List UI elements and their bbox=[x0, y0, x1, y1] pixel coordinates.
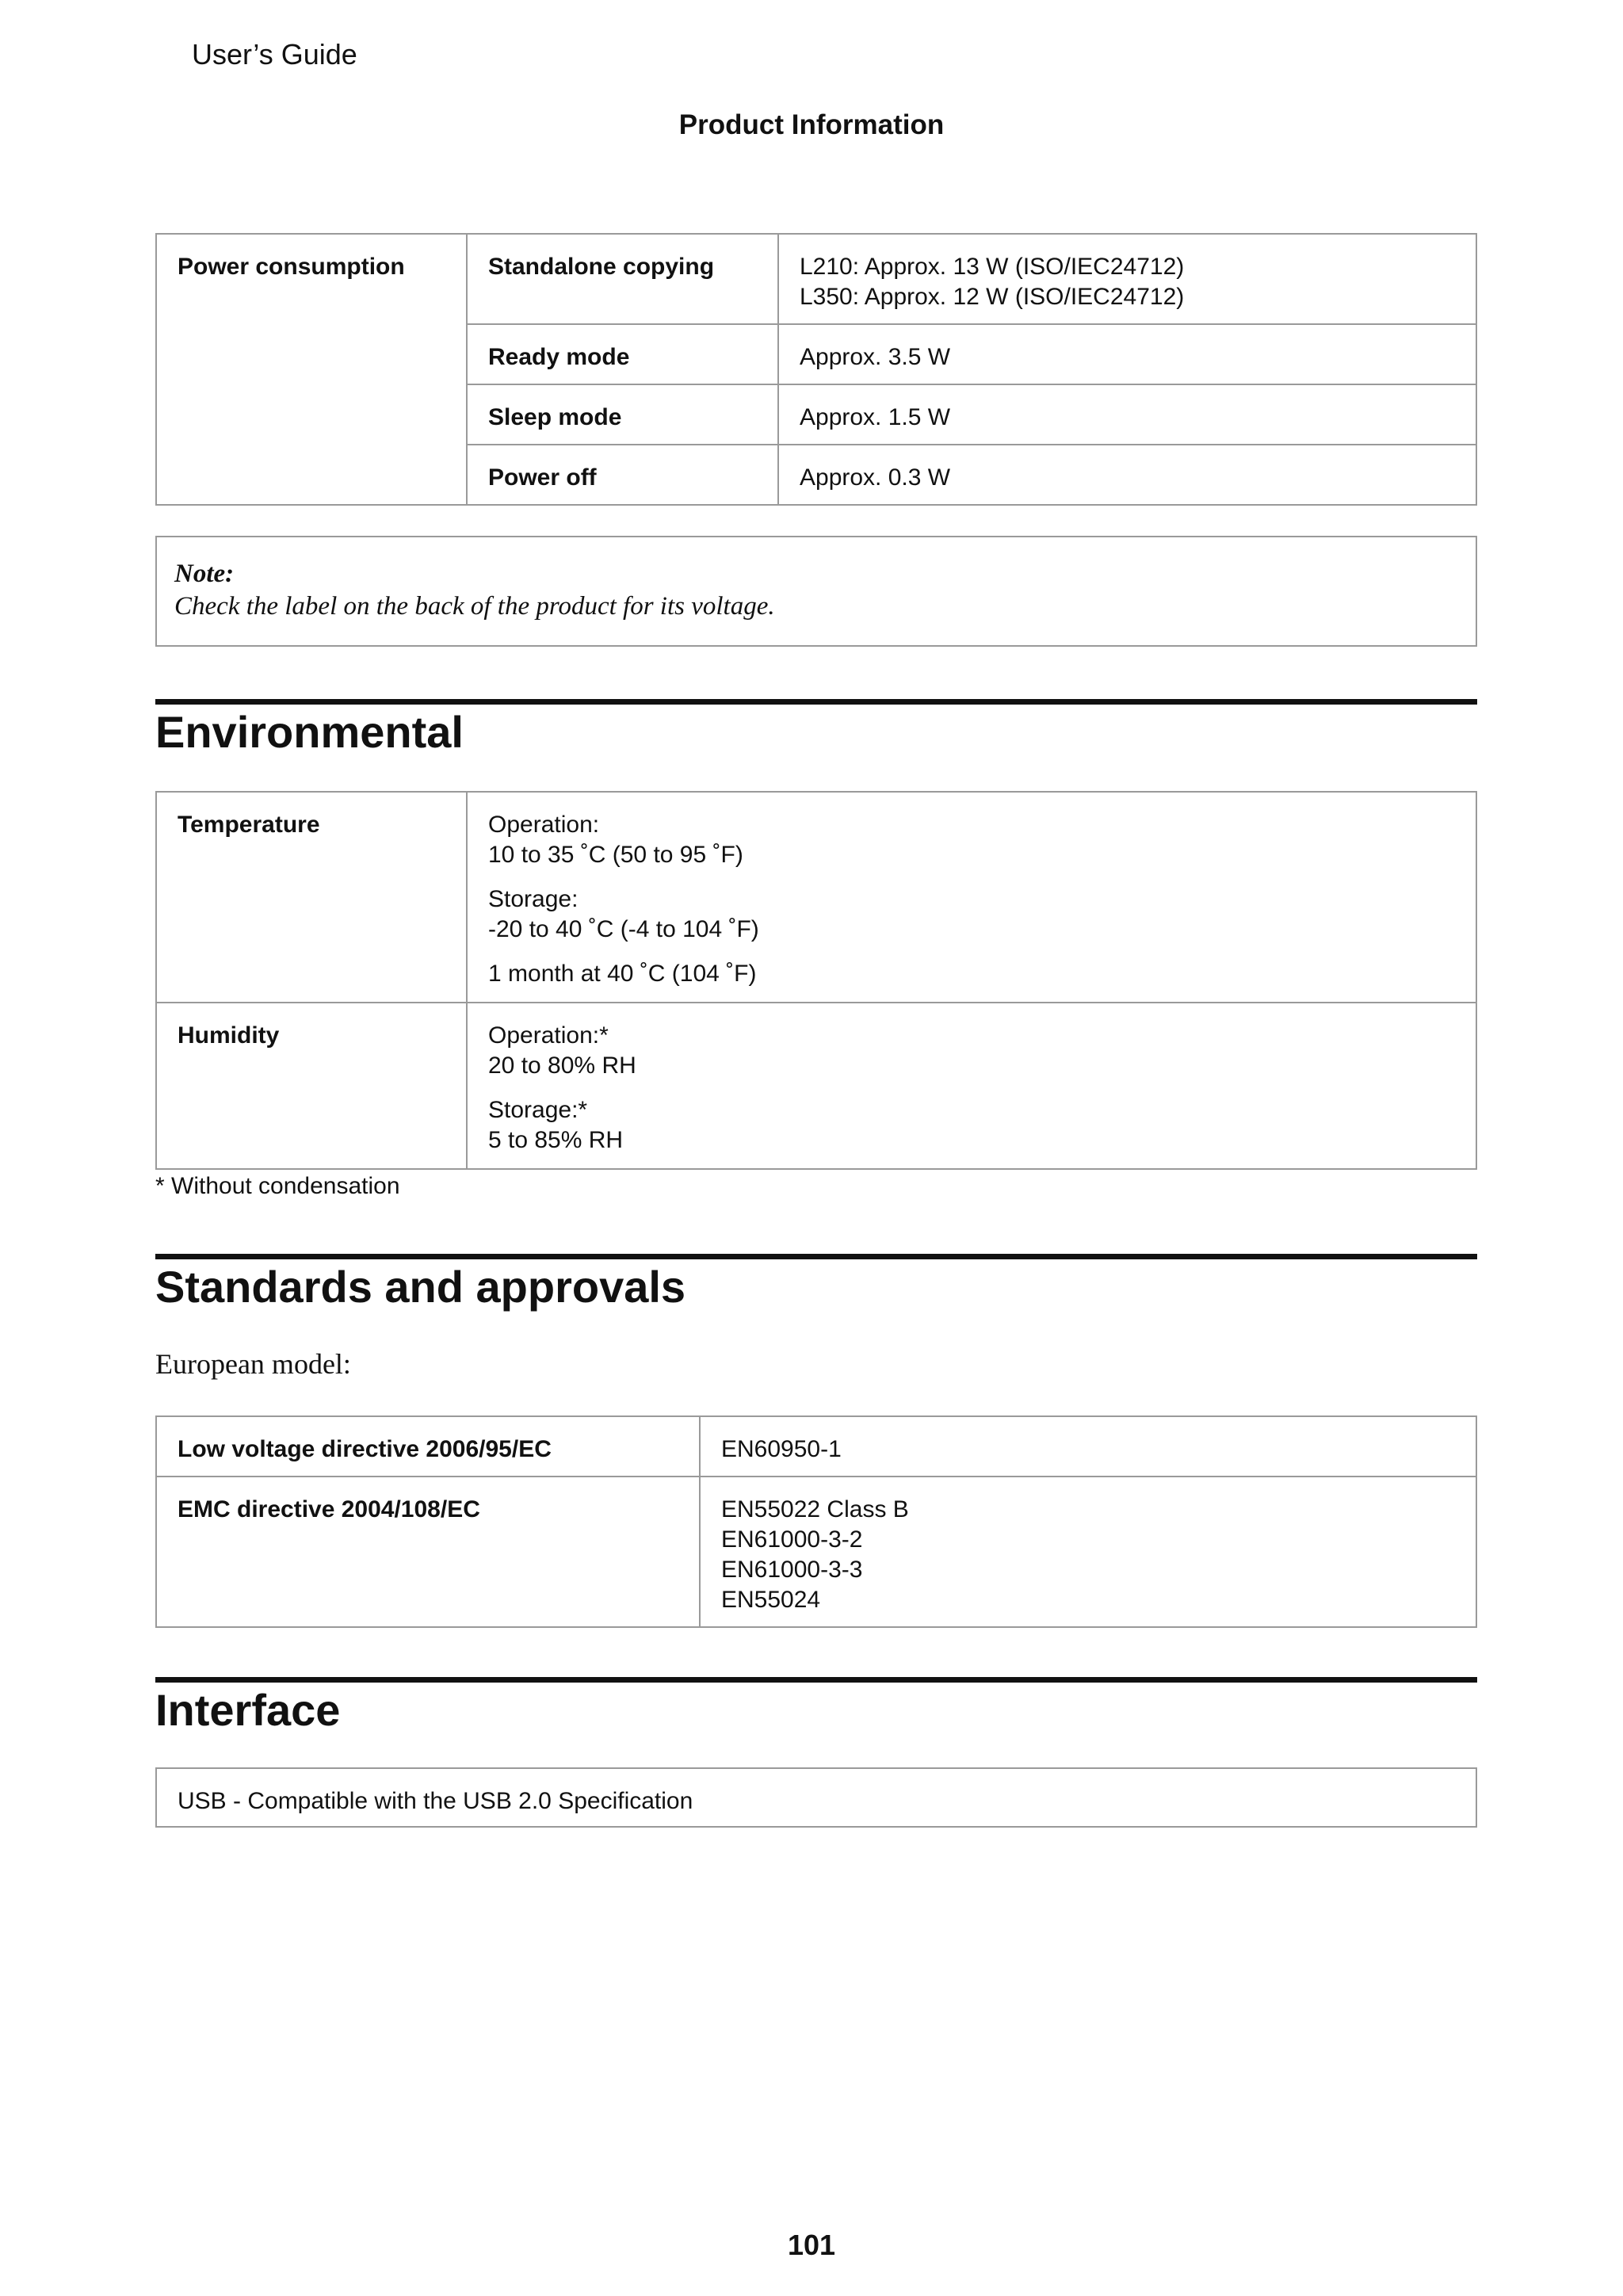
section-title: Product Information bbox=[678, 109, 945, 140]
table-row bbox=[156, 1477, 1476, 1627]
mode-label: Sleep mode bbox=[467, 384, 778, 445]
humidity-values: Operation:* 20 to 80% RH Storage:* 5 to 85% RH bbox=[467, 1003, 1476, 1169]
power-consumption-label: Power consumption bbox=[156, 234, 467, 505]
note-box bbox=[155, 536, 1477, 647]
humidity-label: Humidity bbox=[156, 1003, 467, 1169]
mode-value: Approx. 0.3 W bbox=[778, 445, 1476, 505]
european-model-label: European model: bbox=[155, 1348, 351, 1380]
table-row bbox=[156, 234, 1476, 324]
mode-value: Approx. 1.5 W bbox=[778, 384, 1476, 445]
environmental-heading: Environmental bbox=[155, 707, 464, 757]
emc-values: EN55022 Class B EN61000-3-2 EN61000-3-3 EN55024 bbox=[700, 1477, 1476, 1627]
table-row bbox=[156, 1416, 1476, 1477]
environmental-table bbox=[155, 791, 1477, 1170]
page-number: 101 bbox=[787, 2229, 836, 2261]
section-divider bbox=[155, 699, 1477, 705]
mode-label: Ready mode bbox=[467, 324, 778, 384]
interface-text: USB - Compatible with the USB 2.0 Specification bbox=[178, 1788, 693, 1814]
section-divider bbox=[155, 1677, 1477, 1683]
table-row bbox=[156, 792, 1476, 1003]
temperature-values: Operation: 10 to 35 ˚C (50 to 95 ˚F) Storage: -20 to 40 ˚C (-4 to 104 ˚F) 1 month at 40 ˚C (104 ˚F) bbox=[467, 792, 1476, 1003]
standards-heading: Standards and approvals bbox=[155, 1262, 686, 1312]
mode-value: Approx. 3.5 W bbox=[778, 324, 1476, 384]
low-voltage-label: Low voltage directive 2006/95/EC bbox=[156, 1416, 700, 1477]
interface-heading: Interface bbox=[155, 1685, 341, 1735]
mode-label: Power off bbox=[467, 445, 778, 505]
footnote: * Without condensation bbox=[155, 1173, 400, 1199]
power-consumption-table bbox=[155, 233, 1477, 506]
table-row bbox=[156, 1003, 1476, 1169]
standards-table bbox=[155, 1415, 1477, 1628]
low-voltage-value: EN60950-1 bbox=[700, 1416, 1476, 1477]
emc-label: EMC directive 2004/108/EC bbox=[156, 1477, 700, 1627]
document-title: User’s Guide bbox=[192, 38, 357, 71]
temperature-label: Temperature bbox=[156, 792, 467, 1003]
note-text: Check the label on the back of the product for its voltage. bbox=[174, 592, 775, 621]
section-divider bbox=[155, 1254, 1477, 1259]
interface-box bbox=[155, 1767, 1477, 1828]
mode-value: L210: Approx. 13 W (ISO/IEC24712) L350: Approx. 12 W (ISO/IEC24712) bbox=[778, 234, 1476, 324]
mode-label: Standalone copying bbox=[467, 234, 778, 324]
note-label: Note: bbox=[174, 560, 235, 588]
